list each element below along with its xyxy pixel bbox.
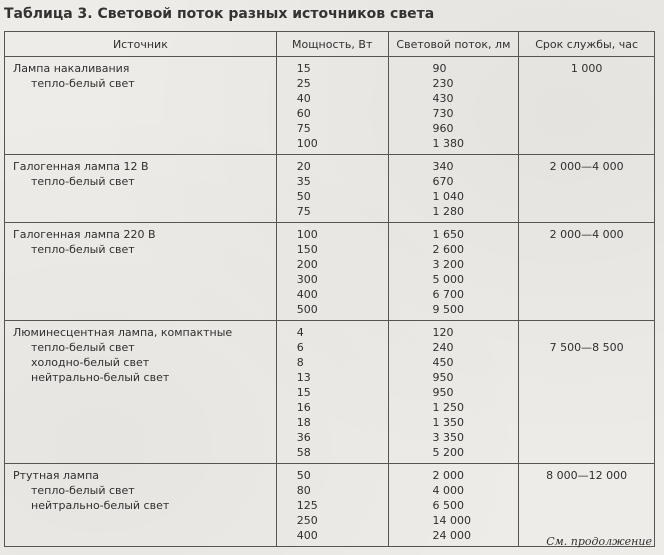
light-flux-table <box>4 31 655 547</box>
source-name: Ртутная лампа <box>13 469 100 482</box>
flux-value: 6 500 <box>432 499 465 512</box>
flux-value: 1 250 <box>432 401 465 414</box>
table-body <box>5 57 655 547</box>
power-value: 36 <box>296 431 311 444</box>
source-variant: тепло-белый свет <box>31 484 135 497</box>
table-row <box>5 57 655 155</box>
life-cell <box>519 57 655 155</box>
power-cell <box>276 321 388 464</box>
flux-value: 1 040 <box>432 190 465 203</box>
source-variant: нейтрально-белый свет <box>31 499 170 512</box>
flux-cell <box>388 464 519 547</box>
table-row <box>5 321 655 464</box>
source-cell <box>5 155 277 223</box>
header-life: Срок службы, час <box>519 32 655 57</box>
source-cell <box>5 321 277 464</box>
power-value: 6 <box>296 341 304 354</box>
source-name: Галогенная лампа 220 В <box>13 228 156 241</box>
flux-value: 3 350 <box>432 431 465 444</box>
flux-value: 9 500 <box>432 303 465 316</box>
header-row <box>5 32 655 57</box>
power-value: 100 <box>296 228 318 241</box>
flux-value: 120 <box>432 326 454 339</box>
life-cell <box>519 155 655 223</box>
flux-value: 14 000 <box>432 514 472 527</box>
power-value: 50 <box>296 469 311 482</box>
power-value: 250 <box>296 514 318 527</box>
source-variant: тепло-белый свет <box>31 175 135 188</box>
power-value: 400 <box>296 529 318 542</box>
source-variant: холодно-белый свет <box>31 356 150 369</box>
flux-value: 670 <box>432 175 454 188</box>
table-title: Таблица 3. Световой поток разных источников света <box>4 6 435 22</box>
source-name: Лампа накаливания <box>13 62 130 75</box>
power-value: 13 <box>296 371 311 384</box>
power-value: 16 <box>296 401 311 414</box>
flux-value: 3 200 <box>432 258 465 271</box>
power-value: 8 <box>296 356 304 369</box>
source-cell <box>5 57 277 155</box>
flux-value: 5 000 <box>432 273 465 286</box>
life-value: 7 500—8 500 <box>549 341 624 354</box>
flux-value: 430 <box>432 92 454 105</box>
flux-value: 450 <box>432 356 454 369</box>
source-cell <box>5 464 277 547</box>
power-value: 15 <box>296 62 311 75</box>
power-value: 300 <box>296 273 318 286</box>
source-variant: нейтрально-белый свет <box>31 371 170 384</box>
flux-cell <box>388 321 519 464</box>
life-cell <box>519 223 655 321</box>
flux-value: 1 650 <box>432 228 465 241</box>
source-name: Галогенная лампа 12 В <box>13 160 149 173</box>
power-cell <box>276 223 388 321</box>
table-row <box>5 223 655 321</box>
table-row <box>5 155 655 223</box>
life-value: 1 000 <box>570 62 603 75</box>
power-value: 400 <box>296 288 318 301</box>
flux-cell <box>388 223 519 321</box>
power-value: 40 <box>296 92 311 105</box>
life-value: 2 000—4 000 <box>549 228 624 241</box>
power-value: 15 <box>296 386 311 399</box>
flux-value: 960 <box>432 122 454 135</box>
flux-cell <box>388 155 519 223</box>
source-variant: тепло-белый свет <box>31 77 135 90</box>
power-value: 58 <box>296 446 311 459</box>
source-name: Люминесцентная лампа, компактные <box>13 326 233 339</box>
flux-value: 5 200 <box>432 446 465 459</box>
power-value: 4 <box>296 326 304 339</box>
flux-value: 4 000 <box>432 484 465 497</box>
flux-value: 6 700 <box>432 288 465 301</box>
flux-value: 730 <box>432 107 454 120</box>
power-value: 150 <box>296 243 318 256</box>
power-value: 35 <box>296 175 311 188</box>
power-cell <box>276 464 388 547</box>
flux-cell <box>388 57 519 155</box>
table-container <box>4 31 655 547</box>
life-value: 8 000—12 000 <box>546 469 628 482</box>
power-value: 25 <box>296 77 311 90</box>
flux-value: 2 000 <box>432 469 465 482</box>
header-power: Мощность, Вт <box>276 32 388 57</box>
source-variant: тепло-белый свет <box>31 341 135 354</box>
life-cell <box>519 321 655 464</box>
header-flux: Световой поток, лм <box>388 32 519 57</box>
power-cell <box>276 155 388 223</box>
flux-value: 1 380 <box>432 137 465 150</box>
source-cell <box>5 223 277 321</box>
flux-value: 2 600 <box>432 243 465 256</box>
life-value: 2 000—4 000 <box>549 160 624 173</box>
power-value: 125 <box>296 499 318 512</box>
power-value: 500 <box>296 303 318 316</box>
flux-value: 24 000 <box>432 529 472 542</box>
power-value: 80 <box>296 484 311 497</box>
power-value: 60 <box>296 107 311 120</box>
power-value: 50 <box>296 190 311 203</box>
power-value: 75 <box>296 122 311 135</box>
source-variant: тепло-белый свет <box>31 243 135 256</box>
flux-value: 950 <box>432 386 454 399</box>
power-value: 18 <box>296 416 311 429</box>
flux-value: 1 350 <box>432 416 465 429</box>
flux-value: 340 <box>432 160 454 173</box>
flux-value: 950 <box>432 371 454 384</box>
flux-value: 240 <box>432 341 454 354</box>
continuation-note: См. продолжение <box>546 535 652 548</box>
flux-value: 230 <box>432 77 454 90</box>
power-value: 75 <box>296 205 311 218</box>
flux-value: 90 <box>432 62 447 75</box>
power-cell <box>276 57 388 155</box>
header-source: Источник <box>5 32 277 57</box>
flux-value: 1 280 <box>432 205 465 218</box>
power-value: 100 <box>296 137 318 150</box>
power-value: 200 <box>296 258 318 271</box>
power-value: 20 <box>296 160 311 173</box>
